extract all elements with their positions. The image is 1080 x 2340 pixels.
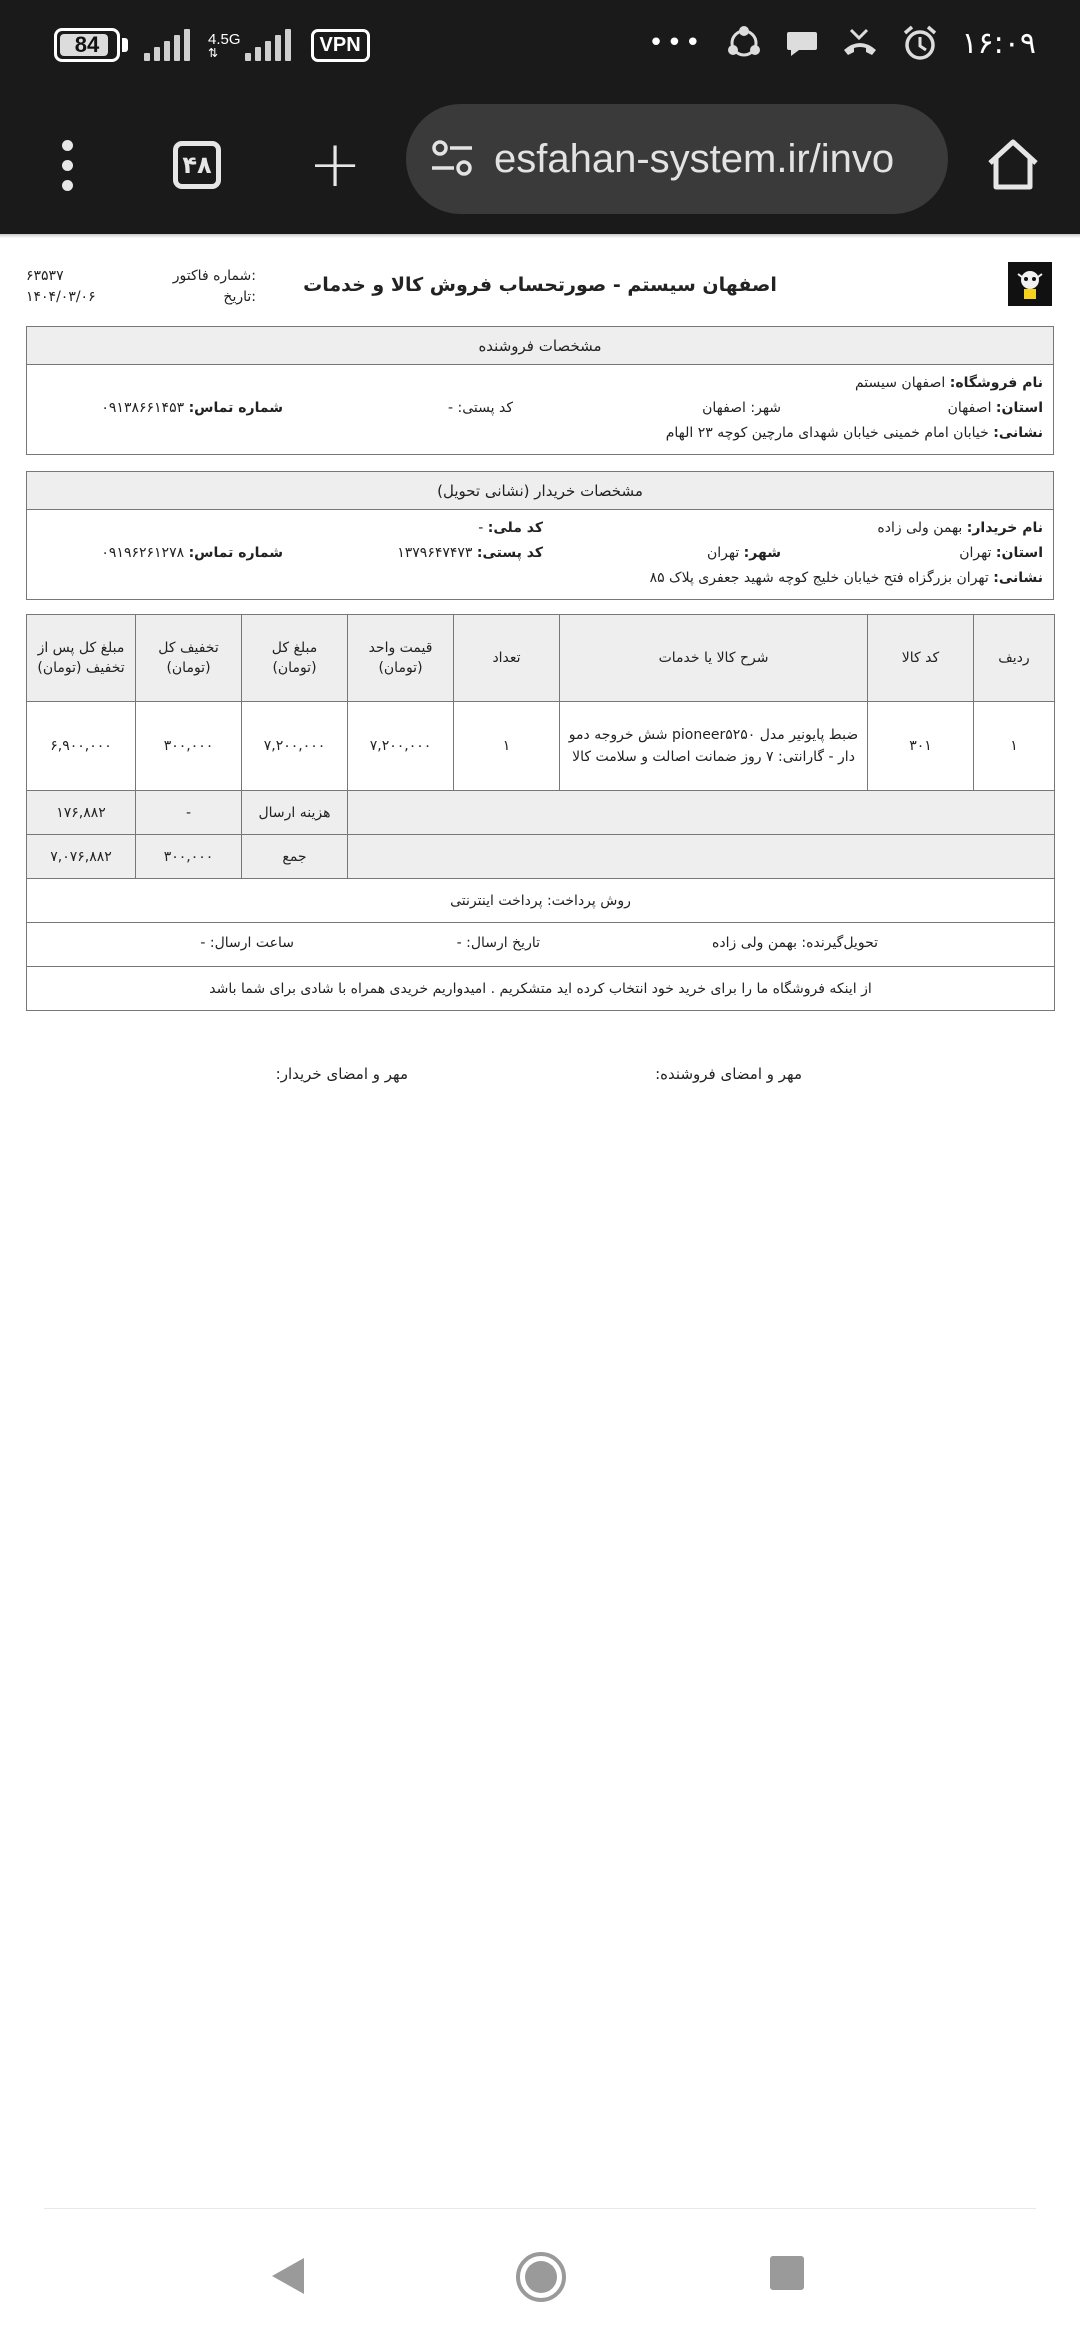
signatures: [0, 1011, 1080, 1131]
seller-city-value: اصفهان: [702, 400, 746, 416]
buyer-address-value: تهران بزرگزاه فتح خیابان خلیج کوچه شهید جعفری پلاک ۸۵: [649, 570, 989, 586]
items-table: [26, 614, 1055, 1011]
shipping-spacer: [348, 791, 1055, 835]
seller-address-label: نشانی:: [993, 425, 1043, 441]
home-nav-icon[interactable]: [514, 2250, 568, 2304]
buyer-heading: مشخصات خریدار (نشانی تحویل): [27, 472, 1053, 510]
thanks-row: [27, 967, 1055, 1011]
header-desc: شرح کالا یا خدمات: [560, 615, 868, 702]
buyer-phone-value: ۰۹۱۹۶۲۶۱۲۷۸: [101, 545, 185, 561]
header-unit-price: قیمت واحد (تومان): [348, 615, 454, 702]
alarm-icon: [901, 24, 939, 62]
cell-code: ۳۰۱: [868, 702, 974, 791]
cell-row: ۱: [974, 702, 1055, 791]
recents-icon[interactable]: [770, 2256, 804, 2290]
sum-row: [27, 835, 1055, 879]
header-row: ردیف: [974, 615, 1055, 702]
shipping-label: هزینه ارسال: [242, 791, 348, 835]
buyer-city-label: شهر:: [743, 545, 781, 561]
seller-postal-label: کد پستی:: [457, 400, 513, 416]
buyer-name-value: بهمن ولی زاده: [877, 520, 963, 536]
invoice-number-value: ۶۳۵۳۷: [26, 268, 64, 284]
buyer-name-label: نام خریدار:: [966, 520, 1043, 536]
buyer-section: [26, 471, 1054, 600]
missed-call-icon: [841, 26, 879, 60]
header-code: کد کالا: [868, 615, 974, 702]
seller-province-label: استان:: [995, 400, 1043, 416]
delivery-time-value: -: [200, 935, 206, 951]
seller-phone-value: ۰۹۱۳۸۶۶۱۴۵۳: [101, 400, 185, 416]
buyer-national-label: کد ملی:: [487, 520, 543, 536]
buyer-province-label: استان:: [995, 545, 1043, 561]
site-settings-icon[interactable]: [428, 134, 478, 184]
seller-store-value: اصفهان سیستم: [854, 375, 946, 391]
cell-net: ۶,۹۰۰,۰۰۰: [27, 702, 136, 791]
nav-divider: [44, 2208, 1036, 2209]
cell-discount: ۳۰۰,۰۰۰: [136, 702, 242, 791]
home-icon: [984, 136, 1042, 194]
invoice-page: [0, 234, 1080, 1131]
payment-value: پرداخت اینترنتی: [450, 892, 543, 909]
header-total: مبلغ کل (تومان): [242, 615, 348, 702]
invoice-date-label: تاریخ:: [223, 289, 256, 305]
delivery-info: [27, 923, 1055, 967]
receiver-label: تحویل‌گیرنده:: [801, 935, 878, 951]
invoice-title: اصفهان سیستم - صورتحساب فروش کالا و خدمات: [303, 274, 777, 296]
sum-value: ۷,۰۷۶,۸۸۲: [27, 835, 136, 879]
buyer-city-value: تهران: [706, 545, 740, 561]
tab-count: ۴۸: [173, 141, 221, 189]
signal-icon: [144, 29, 190, 61]
delivery-date-label: تاریخ ارسال:: [466, 935, 540, 951]
cell-unit-price: ۷,۲۰۰,۰۰۰: [348, 702, 454, 791]
back-icon[interactable]: [268, 2254, 308, 2298]
invoice-meta: [26, 266, 256, 308]
sum-spacer: [348, 835, 1055, 879]
buyer-signature-label: مهر و امضای خریدار:: [275, 1065, 408, 1083]
header-qty: تعداد: [454, 615, 560, 702]
status-bar: [0, 0, 1080, 96]
payment-method: [27, 879, 1055, 923]
seller-heading: مشخصات فروشنده: [27, 327, 1053, 365]
more-vert-icon: [62, 140, 73, 191]
table-header-row: [27, 615, 1055, 702]
seller-signature-label: مهر و امضای فروشنده:: [655, 1065, 802, 1083]
cell-desc: ضبط پایونیر مدل pioneer۵۲۵۰ شش خروجه دمو دار - گارانتی: ۷ روز ضمانت اصالت و سلامت کالا: [560, 702, 868, 791]
browser-toolbar: [0, 96, 1080, 234]
menu-button[interactable]: [22, 120, 112, 210]
new-tab-button[interactable]: [290, 120, 380, 210]
delivery-date-value: -: [456, 935, 462, 951]
buyer-province-value: تهران: [959, 545, 992, 561]
sync-icon: [725, 24, 763, 62]
vpn-icon: VPN: [311, 29, 370, 62]
delivery-row: [27, 923, 1055, 967]
seller-phone-label: شماره تماس:: [188, 400, 283, 416]
network-type-label: 4.5G: [208, 30, 241, 48]
shipping-value: ۱۷۶,۸۸۲: [27, 791, 136, 835]
buyer-postal-label: کد پستی:: [476, 545, 543, 561]
navigation-bar: [0, 2240, 1080, 2340]
status-left: [54, 28, 370, 62]
url-text: esfahan-system.ir/invo: [494, 136, 895, 181]
sum-discount: ۳۰۰,۰۰۰: [136, 835, 242, 879]
thanks-message: از اینکه فروشگاه ما را برای خرید خود انتخاب کرده اید متشکریم . امیدواریم خریدی همراه با شادی برای شما باشد: [27, 967, 1055, 1011]
receiver-value: بهمن ولی زاده: [712, 935, 797, 951]
plus-icon: +: [308, 128, 362, 202]
seller-address-value: خیابان امام خمینی خیابان شهدای مارچین کوچه ۲۳ الهام: [665, 425, 989, 441]
delivery-time-label: ساعت ارسال:: [209, 935, 294, 951]
battery-icon: [54, 28, 120, 62]
shipping-discount: -: [136, 791, 242, 835]
chat-icon: [785, 26, 819, 60]
tabs-button[interactable]: [152, 120, 242, 210]
invoice-number-label: شماره فاکتور:: [172, 268, 256, 284]
cell-total: ۷,۲۰۰,۰۰۰: [242, 702, 348, 791]
header-discount: تخفیف کل (تومان): [136, 615, 242, 702]
payment-label: روش پرداخت:: [546, 892, 631, 909]
cell-qty: ۱: [454, 702, 560, 791]
signal-2-icon: [245, 29, 291, 61]
seller-province-value: اصفهان: [947, 400, 992, 416]
sum-label: جمع: [242, 835, 348, 879]
network-type: [208, 32, 241, 59]
seller-postal-value: -: [448, 400, 454, 416]
status-right: [648, 24, 1036, 62]
seller-section: [26, 326, 1054, 455]
invoice-date-value: ۱۴۰۴/۰۳/۰۶: [26, 289, 96, 305]
invoice-header: [0, 238, 1080, 322]
header-net: مبلغ کل پس از تخفیف (تومان): [27, 615, 136, 702]
data-arrows-icon: ⇅: [208, 45, 218, 60]
buyer-national-value: -: [478, 520, 484, 536]
clock-time: ۱۶:۰۹: [961, 25, 1036, 61]
more-notifications-icon: •••: [648, 28, 704, 58]
battery-level: 84: [74, 32, 100, 57]
seller-store-label: نام فروشگاه:: [949, 375, 1043, 391]
payment-row: [27, 879, 1055, 923]
buyer-postal-value: ۱۳۷۹۶۴۷۴۷۳: [397, 545, 473, 561]
home-button[interactable]: [968, 120, 1058, 210]
buyer-phone-label: شماره تماس:: [188, 545, 283, 561]
buyer-address-label: نشانی:: [993, 570, 1043, 586]
table-row: [27, 702, 1055, 791]
address-bar[interactable]: [406, 104, 948, 214]
shipping-row: [27, 791, 1055, 835]
seller-city-label: شهر:: [750, 400, 781, 416]
